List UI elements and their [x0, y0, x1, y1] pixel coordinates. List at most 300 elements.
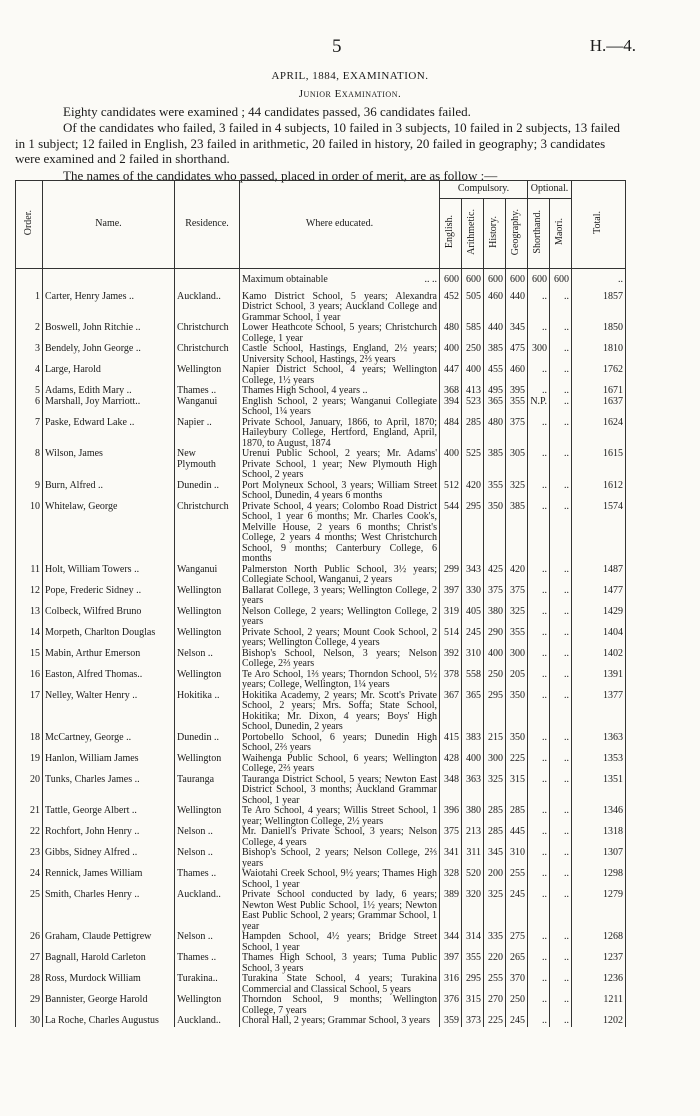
cell-where: Bishop's School, 2 years; Nelson College, 2⅔ years [240, 848, 440, 869]
cell-order: 18 [16, 733, 43, 754]
cell-h: 350 [484, 502, 506, 565]
cell-t: 1857 [572, 292, 626, 324]
cell-residence: Wellington [175, 586, 240, 607]
cell-residence: Thames .. [175, 386, 240, 397]
cell-where: Portobello School, 6 years; Dunedin High School, 2⅔ years [240, 733, 440, 754]
max-total: .. [572, 269, 626, 292]
cell-t: 1237 [572, 953, 626, 974]
cell-m: .. [550, 869, 572, 890]
document-reference: H.—4. [589, 36, 636, 55]
table-row [16, 670, 626, 691]
cell-residence: Auckland.. [175, 890, 240, 932]
cell-g: 310 [506, 848, 528, 869]
cell-name: Tunks, Charles James .. [43, 775, 175, 807]
cell-where: Private School, 2 years; Mount Cook School, 2 years; Wellington College, 4 years [240, 628, 440, 649]
cell-a: 523 [462, 397, 484, 418]
cell-where: Te Aro School, 1⅔ years; Thorndon School, 5½ years; College, Wellington, 1¼ years [240, 670, 440, 691]
max-geography: 600 [506, 269, 528, 292]
cell-a: 380 [462, 806, 484, 827]
cell-a: 505 [462, 292, 484, 324]
cell-name: Adams, Edith Mary .. [43, 386, 175, 397]
cell-m: .. [550, 670, 572, 691]
cell-m: .. [550, 649, 572, 670]
cell-name: Morpeth, Charlton Douglas [43, 628, 175, 649]
cell-a: 330 [462, 586, 484, 607]
cell-h: 290 [484, 628, 506, 649]
table-row [16, 292, 626, 324]
cell-a: 413 [462, 386, 484, 397]
cell-a: 285 [462, 418, 484, 450]
cell-g: 245 [506, 890, 528, 932]
cell-name: Tattle, George Albert .. [43, 806, 175, 827]
page-number: 5 [332, 36, 342, 57]
cell-where: Turakina State School, 4 years; Turakina Commercial and Classical School, 5 years [240, 974, 440, 995]
cell-a: 420 [462, 481, 484, 502]
cell-a: 310 [462, 649, 484, 670]
cell-t: 1202 [572, 1016, 626, 1027]
cell-order: 14 [16, 628, 43, 649]
cell-residence: Christchurch [175, 502, 240, 565]
cell-g: 315 [506, 775, 528, 807]
cell-s: .. [528, 953, 550, 974]
cell-residence: Wellington [175, 754, 240, 775]
cell-where: Napier District School, 4 years; Wellington College, 1½ years [240, 365, 440, 386]
cell-order: 2 [16, 323, 43, 344]
cell-m: .. [550, 890, 572, 932]
cell-g: 205 [506, 670, 528, 691]
cell-m: .. [550, 848, 572, 869]
cell-t: 1762 [572, 365, 626, 386]
cell-name: Nelley, Walter Henry .. [43, 691, 175, 733]
cell-t: 1574 [572, 502, 626, 565]
cell-name: Boswell, John Ritchie .. [43, 323, 175, 344]
cell-name: Graham, Claude Pettigrew [43, 932, 175, 953]
cell-name: Pope, Frederic Sidney .. [43, 586, 175, 607]
cell-a: 558 [462, 670, 484, 691]
cell-g: 370 [506, 974, 528, 995]
cell-residence: Wellington [175, 365, 240, 386]
header-residence: Residence. [175, 181, 240, 269]
cell-g: 250 [506, 995, 528, 1016]
cell-h: 495 [484, 386, 506, 397]
cell-e: 397 [440, 953, 462, 974]
cell-s: .. [528, 418, 550, 450]
cell-where: Thames High School, 3 years; Tuma Public School, 3 years [240, 953, 440, 974]
cell-e: 348 [440, 775, 462, 807]
cell-where: Tauranga District School, 5 years; Newton East District School, 3 months; Auckland Grammar School, 1 year [240, 775, 440, 807]
cell-t: 1346 [572, 806, 626, 827]
header-where-educated: Where educated. [240, 181, 440, 269]
cell-g: 350 [506, 733, 528, 754]
cell-g: 355 [506, 628, 528, 649]
cell-e: 359 [440, 1016, 462, 1027]
cell-name: Bannister, George Harold [43, 995, 175, 1016]
cell-e: 512 [440, 481, 462, 502]
cell-order: 17 [16, 691, 43, 733]
cell-h: 440 [484, 323, 506, 344]
cell-m: .. [550, 292, 572, 324]
cell-h: 285 [484, 806, 506, 827]
table-row [16, 869, 626, 890]
cell-residence: Wellington [175, 628, 240, 649]
cell-s: .. [528, 607, 550, 628]
cell-s: .. [528, 754, 550, 775]
table-row [16, 827, 626, 848]
cell-s: .. [528, 628, 550, 649]
cell-s: .. [528, 691, 550, 733]
table-row [16, 932, 626, 953]
cell-g: 445 [506, 827, 528, 848]
cell-order: 25 [16, 890, 43, 932]
cell-g: 325 [506, 481, 528, 502]
table-row [16, 418, 626, 450]
cell-h: 375 [484, 586, 506, 607]
section-subtitle: Junior Examination. [298, 88, 402, 100]
cell-order: 27 [16, 953, 43, 974]
cell-name: Smith, Charles Henry .. [43, 890, 175, 932]
cell-where: Mr. Daniell's Private School, 3 years; Nelson College, 4 years [240, 827, 440, 848]
header-total: Total. [572, 181, 626, 269]
table-row [16, 628, 626, 649]
cell-e: 400 [440, 449, 462, 481]
cell-a: 295 [462, 502, 484, 565]
cell-t: 1279 [572, 890, 626, 932]
cell-h: 325 [484, 775, 506, 807]
cell-t: 1268 [572, 932, 626, 953]
cell-s: .. [528, 670, 550, 691]
cell-s: .. [528, 481, 550, 502]
cell-name: Ross, Murdock William [43, 974, 175, 995]
cell-m: .. [550, 565, 572, 586]
cell-e: 484 [440, 418, 462, 450]
cell-residence: Nelson .. [175, 827, 240, 848]
cell-name: Bagnall, Harold Carleton [43, 953, 175, 974]
table-row [16, 691, 626, 733]
cell-residence: Dunedin .. [175, 733, 240, 754]
cell-residence: Wellington [175, 995, 240, 1016]
cell-s: .. [528, 292, 550, 324]
cell-order: 19 [16, 754, 43, 775]
cell-residence: New Plymouth [175, 449, 240, 481]
cell-residence: Dunedin .. [175, 481, 240, 502]
cell-order: 13 [16, 607, 43, 628]
cell-g: 285 [506, 806, 528, 827]
cell-e: 544 [440, 502, 462, 565]
cell-residence: Nelson .. [175, 649, 240, 670]
intro-paragraph-2: Of the candidates who failed, 3 failed in 4 subjects, 10 failed in 3 subjects, 10 failed in 2 subjects, 13 failed in 1 subject; 12 failed in English, 23 failed in arithmetic, 20 failed in history, 20 failed in geography; 3 candidates were examined and 2 failed in shorthand. [15, 120, 621, 166]
cell-g: 375 [506, 586, 528, 607]
intro-paragraph-1: Eighty candidates were examined ; 44 candidates passed, 36 candidates failed. [63, 104, 471, 119]
cell-m: .. [550, 397, 572, 418]
table-row [16, 323, 626, 344]
cell-h: 385 [484, 344, 506, 365]
cell-name: Rochfort, John Henry .. [43, 827, 175, 848]
table-row [16, 733, 626, 754]
table-row [16, 953, 626, 974]
cell-s: N.P. [528, 397, 550, 418]
cell-e: 428 [440, 754, 462, 775]
cell-where: Hampden School, 4½ years; Bridge Street School, 1 year [240, 932, 440, 953]
cell-t: 1402 [572, 649, 626, 670]
cell-g: 225 [506, 754, 528, 775]
cell-t: 1624 [572, 418, 626, 450]
cell-h: 220 [484, 953, 506, 974]
cell-order: 3 [16, 344, 43, 365]
header-maori: Maori. [550, 199, 572, 269]
cell-a: 363 [462, 775, 484, 807]
header-optional: Optional. [528, 181, 572, 199]
cell-where: Private School, 4 years; Colombo Road District School, 1 year 6 months; Mr. Charles Cook's, Melville House, 2 years 6 months; Christ's College, 2 years 4 months; West Christchurch School, 9 months; Canterbury College, 6 months [240, 502, 440, 565]
cell-h: 295 [484, 691, 506, 733]
cell-t: 1298 [572, 869, 626, 890]
cell-g: 420 [506, 565, 528, 586]
cell-a: 315 [462, 995, 484, 1016]
cell-order: 26 [16, 932, 43, 953]
header-arithmetic: Arithmetic. [462, 199, 484, 269]
cell-m: .. [550, 586, 572, 607]
cell-m: .. [550, 418, 572, 450]
cell-a: 585 [462, 323, 484, 344]
max-arithmetic: 600 [462, 269, 484, 292]
table-row [16, 586, 626, 607]
cell-a: 365 [462, 691, 484, 733]
cell-s: .. [528, 449, 550, 481]
cell-h: 270 [484, 995, 506, 1016]
cell-t: 1477 [572, 586, 626, 607]
table-row [16, 995, 626, 1016]
cell-m: .. [550, 953, 572, 974]
cell-name: Burn, Alfred .. [43, 481, 175, 502]
cell-order: 4 [16, 365, 43, 386]
cell-m: .. [550, 1016, 572, 1027]
cell-s: .. [528, 995, 550, 1016]
cell-where: Nelson College, 2 years; Wellington College, 2 years [240, 607, 440, 628]
table-row [16, 344, 626, 365]
cell-e: 368 [440, 386, 462, 397]
cell-name: Marshall, Joy Marriott.. [43, 397, 175, 418]
cell-where: Thorndon School, 9 months; Wellington College, 7 years [240, 995, 440, 1016]
cell-t: 1615 [572, 449, 626, 481]
cell-a: 295 [462, 974, 484, 995]
maximum-row [16, 269, 626, 292]
cell-t: 1236 [572, 974, 626, 995]
cell-name: Rennick, James William [43, 869, 175, 890]
cell-name: Wilson, James [43, 449, 175, 481]
cell-s: .. [528, 586, 550, 607]
cell-e: 447 [440, 365, 462, 386]
cell-name: Paske, Edward Lake .. [43, 418, 175, 450]
cell-a: 355 [462, 953, 484, 974]
cell-order: 1 [16, 292, 43, 324]
cell-h: 255 [484, 974, 506, 995]
cell-h: 200 [484, 869, 506, 890]
cell-name: Holt, William Towers .. [43, 565, 175, 586]
cell-h: 365 [484, 397, 506, 418]
cell-s: .. [528, 649, 550, 670]
cell-t: 1612 [572, 481, 626, 502]
cell-e: 376 [440, 995, 462, 1016]
cell-residence: Thames .. [175, 869, 240, 890]
cell-e: 316 [440, 974, 462, 995]
cell-s: .. [528, 386, 550, 397]
cell-m: .. [550, 974, 572, 995]
cell-name: Mabin, Arthur Emerson [43, 649, 175, 670]
cell-s: .. [528, 974, 550, 995]
cell-h: 355 [484, 481, 506, 502]
cell-where: Choral Hall, 2 years; Grammar School, 3 years [240, 1016, 440, 1027]
cell-s: .. [528, 323, 550, 344]
cell-e: 415 [440, 733, 462, 754]
max-english: 600 [440, 269, 462, 292]
cell-order: 24 [16, 869, 43, 890]
cell-h: 480 [484, 418, 506, 450]
cell-e: 328 [440, 869, 462, 890]
cell-m: .. [550, 733, 572, 754]
table-row [16, 806, 626, 827]
cell-order: 23 [16, 848, 43, 869]
max-maori: 600 [550, 269, 572, 292]
cell-h: 380 [484, 607, 506, 628]
cell-residence: Nelson .. [175, 848, 240, 869]
cell-s: .. [528, 806, 550, 827]
table-row [16, 848, 626, 869]
cell-g: 440 [506, 292, 528, 324]
cell-residence: Christchurch [175, 344, 240, 365]
header-shorthand: Shorthand. [528, 199, 550, 269]
cell-a: 520 [462, 869, 484, 890]
cell-t: 1850 [572, 323, 626, 344]
cell-m: .. [550, 827, 572, 848]
section-title: APRIL, 1884, EXAMINATION. [271, 70, 429, 82]
cell-name: Carter, Henry James .. [43, 292, 175, 324]
cell-e: 375 [440, 827, 462, 848]
cell-residence: Turakina.. [175, 974, 240, 995]
cell-s: .. [528, 1016, 550, 1027]
cell-where: Private School, January, 1866, to April, 1870; Haileybury College, Hertford, England, April, 1870, to August, 1874 [240, 418, 440, 450]
table-row [16, 481, 626, 502]
cell-t: 1377 [572, 691, 626, 733]
cell-g: 305 [506, 449, 528, 481]
cell-t: 1353 [572, 754, 626, 775]
max-shorthand: 600 [528, 269, 550, 292]
cell-a: 245 [462, 628, 484, 649]
cell-name: Hanlon, William James [43, 754, 175, 775]
cell-residence: Wellington [175, 806, 240, 827]
cell-residence: Tauranga [175, 775, 240, 807]
cell-s: .. [528, 827, 550, 848]
cell-a: 311 [462, 848, 484, 869]
table-row [16, 397, 626, 418]
cell-e: 392 [440, 649, 462, 670]
cell-h: 300 [484, 754, 506, 775]
table-row [16, 754, 626, 775]
cell-order: 10 [16, 502, 43, 565]
cell-order: 30 [16, 1016, 43, 1027]
cell-m: .. [550, 628, 572, 649]
cell-e: 389 [440, 890, 462, 932]
cell-residence: Auckland.. [175, 1016, 240, 1027]
cell-order: 29 [16, 995, 43, 1016]
cell-h: 325 [484, 890, 506, 932]
cell-m: .. [550, 386, 572, 397]
cell-g: 255 [506, 869, 528, 890]
table-row [16, 386, 626, 397]
table-row [16, 449, 626, 481]
header-compulsory: Compulsory. [440, 181, 528, 199]
table-row [16, 502, 626, 565]
cell-a: 525 [462, 449, 484, 481]
cell-e: 367 [440, 691, 462, 733]
cell-order: 15 [16, 649, 43, 670]
cell-where: Bishop's School, Nelson, 3 years; Nelson College, 2⅔ years [240, 649, 440, 670]
cell-t: 1637 [572, 397, 626, 418]
cell-where: Hokitika Academy, 2 years; Mr. Scott's Private School, 2 years; Mrs. Soffa; State School, Hokitika; Mr. Dixon, 4 years; Boys' High School, Dunedin, 2 years [240, 691, 440, 733]
cell-g: 275 [506, 932, 528, 953]
table-row [16, 775, 626, 807]
cell-e: 344 [440, 932, 462, 953]
cell-t: 1391 [572, 670, 626, 691]
cell-where: Waiotahi Creek School, 9½ years; Thames High School, 1 year [240, 869, 440, 890]
cell-residence: Napier .. [175, 418, 240, 450]
header-english: English. [440, 199, 462, 269]
cell-where: Castle School, Hastings, England, 2½ years; University School, Hastings, 2⅔ years [240, 344, 440, 365]
cell-e: 299 [440, 565, 462, 586]
cell-t: 1307 [572, 848, 626, 869]
header-history: History. [484, 199, 506, 269]
cell-t: 1810 [572, 344, 626, 365]
table-row [16, 649, 626, 670]
cell-name: Easton, Alfred Thomas.. [43, 670, 175, 691]
cell-name: Bendely, John George .. [43, 344, 175, 365]
cell-where: Ballarat College, 3 years; Wellington College, 2 years [240, 586, 440, 607]
cell-order: 21 [16, 806, 43, 827]
cell-e: 480 [440, 323, 462, 344]
cell-t: 1429 [572, 607, 626, 628]
cell-m: .. [550, 365, 572, 386]
cell-m: .. [550, 754, 572, 775]
cell-s: .. [528, 848, 550, 869]
cell-where: Palmerston North Public School, 3½ years; Collegiate School, Wanganui, 2 years [240, 565, 440, 586]
table-row [16, 365, 626, 386]
cell-g: 460 [506, 365, 528, 386]
cell-name: Whitelaw, George [43, 502, 175, 565]
cell-m: .. [550, 323, 572, 344]
cell-where: Lower Heathcote School, 5 years; Christchurch College, 1 year [240, 323, 440, 344]
cell-name: La Roche, Charles Augustus [43, 1016, 175, 1027]
cell-e: 397 [440, 586, 462, 607]
header-geography: Geography. [506, 199, 528, 269]
cell-e: 400 [440, 344, 462, 365]
cell-a: 400 [462, 754, 484, 775]
cell-g: 395 [506, 386, 528, 397]
cell-m: .. [550, 502, 572, 565]
cell-where: English School, 2 years; Wanganui Collegiate School, 1¼ years [240, 397, 440, 418]
cell-e: 396 [440, 806, 462, 827]
cell-g: 300 [506, 649, 528, 670]
cell-residence: Auckland.. [175, 292, 240, 324]
cell-residence: Thames .. [175, 953, 240, 974]
cell-where: Urenui Public School, 2 years; Mr. Adams' Private School, 1 year; New Plymouth High School, 2 years [240, 449, 440, 481]
cell-a: 400 [462, 365, 484, 386]
cell-order: 6 [16, 397, 43, 418]
cell-g: 350 [506, 691, 528, 733]
table-row [16, 974, 626, 995]
cell-m: .. [550, 449, 572, 481]
cell-e: 341 [440, 848, 462, 869]
cell-a: 314 [462, 932, 484, 953]
cell-h: 455 [484, 365, 506, 386]
cell-h: 285 [484, 827, 506, 848]
